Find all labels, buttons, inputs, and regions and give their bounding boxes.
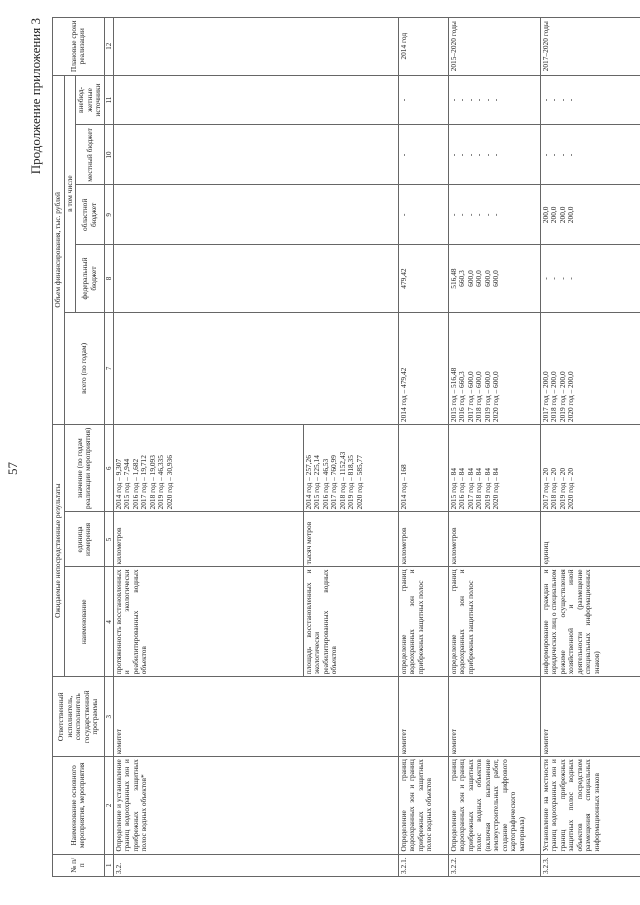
header-result-value: значение (по годам реализации мероприятия) [64, 425, 104, 512]
header-result-name: наименование [64, 567, 104, 677]
col-number: 2 [104, 757, 113, 854]
header-results-group: Ожидаемые непосредственные результаты [53, 425, 65, 677]
col-number: 12 [104, 18, 113, 76]
result-values: 2014 год – 168 [398, 425, 448, 512]
regional-values: 200,0 200,0 200,0 200,0 [540, 185, 640, 245]
executor: комитет [540, 677, 640, 757]
header-federal: федеральный бюджет [76, 245, 105, 312]
header-result-unit: единица измерения [64, 512, 104, 567]
header-including: в том числе [64, 75, 76, 312]
terms: 2014 год [398, 18, 448, 76]
offbudget-values: - - - - - - [448, 75, 540, 125]
result-unit: тысяч метров [303, 512, 398, 567]
executor: комитет [448, 677, 540, 757]
col-number: 10 [104, 125, 113, 185]
result-values: 2015 год – 84 2016 год – 84 2017 год – 84 2018 год – 84 2019 год – 84 2020 год – 84 [448, 425, 540, 512]
column-number-row [104, 18, 113, 877]
result-name: площадь восстановленных и экологически реабилитированных водных объектов [303, 567, 398, 677]
header-measure: Наименование основного мероприятия, мероприятия [53, 757, 105, 854]
local-cell [113, 125, 398, 185]
total-values: 2017 год – 200,0 2018 год – 200,0 2019 год – 200,0 2020 год – 200,0 [540, 312, 640, 424]
result-name: определение границ водоохранных зон и прибрежных защитных полос [398, 567, 448, 677]
col-number: 4 [104, 567, 113, 677]
header-offbudget: внебюд-жетные источники [76, 75, 105, 125]
result-name: информирование граждан и юридических лиц о специальном режиме осуществления хозяйственной и иной деятельности (размещение специальных информационных знаков) [540, 567, 640, 677]
row-number: 3.2. [113, 854, 398, 876]
terms: 2017–2020 годы [540, 18, 640, 76]
total-values: 2015 год – 516,48 2016 год – 660,3 2017 год – 600,0 2018 год – 600,0 2019 год – 600,0 2020 год – 600,0 [448, 312, 540, 424]
header-total: всего (по годам) [64, 312, 104, 424]
offbudget-values: - - - - [540, 75, 640, 125]
result-name: протяженность восстановленных и экологически реабилитированных водных объектов [113, 567, 303, 677]
result-values: 2014 год – 9,307 2015 год – 7,944 2016 год – 1,682 2017 год – 19,712 2018 год – 19,093 2019 год – 46,335 2020 год – 30,936 [113, 425, 303, 512]
result-unit: километров [113, 512, 303, 567]
header-regional: областной бюджет [76, 185, 105, 245]
continuation-title: Продолжение приложения 3 [28, 18, 43, 175]
local-values: - [398, 125, 448, 185]
table-row-3-2-2 [448, 18, 540, 877]
col-number: 1 [104, 854, 113, 876]
header-executor: Ответственный исполнитель, соисполнитель государственной программы [53, 677, 105, 757]
result-unit: километров [448, 512, 540, 567]
page-number: 57 [5, 462, 20, 475]
col-number: 11 [104, 75, 113, 125]
program-table [52, 17, 640, 877]
terms: 2015–2020 годы [448, 18, 540, 76]
total-cell [113, 312, 398, 424]
header-financing-group: Объем финансирования, тыс. рублей [53, 75, 65, 425]
col-number: 6 [104, 425, 113, 512]
measure-name: Определение границ водоохранных зон и границ прибрежных защитных полос водных объектов [398, 757, 448, 854]
federal-values: 516,48 660,3 600,0 600,0 600,0 600,0 [448, 245, 540, 312]
result-values: 2017 год – 20 2018 год – 20 2019 год – 20 2020 год – 20 [540, 425, 640, 512]
federal-values: - - - - [540, 245, 640, 312]
federal-cell [113, 245, 398, 312]
table-row-3-2-1 [398, 18, 448, 877]
executor: комитет [398, 677, 448, 757]
table-row-3-2-3 [540, 18, 640, 877]
offbudget-cell [113, 75, 398, 125]
result-values: 2014 год – 257,26 2015 год – 225,14 2016 год – 46,53 2017 год – 760,99 2018 год – 1152,43 2019 год – 818,35 2020 год – 585,77 [303, 425, 398, 512]
col-number: 9 [104, 185, 113, 245]
table-row-3-2 [113, 18, 303, 877]
local-values: - - - - [540, 125, 640, 185]
measure-name: Установление на местности границ водоохранных зон и границ прибрежных защитных полос водных объектов посредством размещения специальных информационных знаков [540, 757, 640, 854]
header-no: № п/п [53, 854, 105, 876]
result-unit: километров [398, 512, 448, 567]
measure-name: Определение границ водоохранных зон и границ прибрежных защитных полос водных объектов (включая выполнение землеустроительных работ, создание цифрового картографического материала) [448, 757, 540, 854]
measure-name: Определение и установление границ водоохранных зон и прибрежных защитных полос водных объектов* [113, 757, 398, 854]
federal-values: 479,42 [398, 245, 448, 312]
row-number: 3.2.3. [540, 854, 640, 876]
offbudget-values: - [398, 75, 448, 125]
result-unit: единиц [540, 512, 640, 567]
row-number: 3.2.1. [398, 854, 448, 876]
header-row-1 [53, 18, 65, 877]
regional-values: - - - - - - [448, 185, 540, 245]
col-number: 5 [104, 512, 113, 567]
result-name: определение границ водоохранных зон и прибрежных защитных полос [448, 567, 540, 677]
col-number: 8 [104, 245, 113, 312]
regional-cell [113, 185, 398, 245]
total-values: 2014 год – 479,42 [398, 312, 448, 424]
row-number: 3.2.2. [448, 854, 540, 876]
terms-cell [113, 18, 398, 76]
header-terms: Плановые сроки реализации [53, 18, 105, 76]
header-local: местный бюджет [76, 125, 105, 185]
col-number: 7 [104, 312, 113, 424]
executor: комитет [113, 677, 398, 757]
local-values: - - - - - - [448, 125, 540, 185]
regional-values: - [398, 185, 448, 245]
col-number: 3 [104, 677, 113, 757]
